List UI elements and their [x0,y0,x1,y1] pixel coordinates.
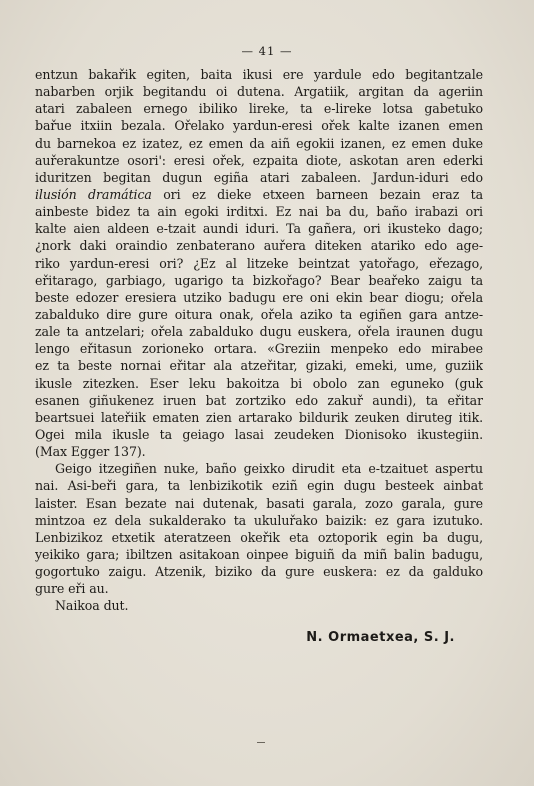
text-line: zale ta antzelari; ořela zabalduko dugu euskera, ořela iraunen dugu [35,324,483,340]
text-line: zabalduko dire gure oitura onak, ořela aziko ta egiñen gara antze- [35,306,483,322]
text-line: ilusión dramática ori ez dieke etxeen barneen bezain eraz ta [35,186,483,202]
text-line: ez ta beste nornai eřitar ala atzeřitar, gizaki, emeki, ume, guziik [35,358,483,374]
footer-mark [257,742,265,743]
text-line: gure eři au. [35,581,109,597]
text-line: esanen giñukenez iruen bat zortziko edo zakuř aundi), ta eřitar [35,392,483,408]
text-line: Lenbizikoz etxetik ateratzeen okeřik eta oztoporik egin ba dugu, [35,529,483,545]
text-line: yeikiko gara; ibiltzen asitakoan oinpee biguiñ da miñ balin badugu, [35,546,483,562]
text-line: ainbeste bidez ta ain egoki irditxi. Ez nai ba du, baño irabazi ori [35,204,483,220]
text-line: lengo eřitasun zorioneko ortara. «Greziin menpeko edo mirabee [35,341,483,357]
text-line: nabarben orjik begitandu oi dutena. Argatiik, argitan da ageriin [35,84,483,100]
text-line: bařue itxiin bezala. Ořelako yardun-eresi ořek kalte izanen emen [35,118,483,134]
page-number: — 41 — [241,44,293,58]
paragraph [35,597,483,614]
text-line: atari zabaleen ernego ibiliko lireke, ta e-lireke lotsa gabetuko [35,101,483,117]
body-text [35,66,483,615]
text-line: laister. Esan bezate nai dutenak, basati garala, zozo garala, gure [35,495,483,511]
italic-phrase: ilusión dramática [35,186,152,202]
text-line: nai. Asi-beři gara, ta lenbizikotik eziñ egin dugu besteek ainbat [35,478,483,494]
text-line: Ogei mila ikusle ta geiago lasai zeudeken Dionisoko ikustegiin. [35,426,483,442]
paragraph [35,66,483,460]
text-line: du barnekoa ez izatez, ez emen da aiñ egokii izanen, ez emen duke [35,135,483,151]
text-line: ¿nork daki oraindio zenbaterano auřera diteken atariko edo age- [35,238,483,254]
text-line: Naikoa dut. [55,598,129,614]
text-line: beartsuei lateřiik ematen zien artarako bildurik zeuken diruteg itik. [35,409,483,425]
text-line: gogortuko zaigu. Atzenik, biziko da gure euskera: ez da galduko [35,564,483,580]
text-line: mintzoa ez dela sukalderako ta ukuluřako baizik: ez gara izutuko. [35,512,483,528]
text-line: eřitarago, garbiago, ugarigo ta bizkořago? Bear beařeko zaigu ta [35,272,483,288]
text-line: ikusle zitezken. Eser leku bakoitza bi obolo zan eguneko (guk [35,375,483,391]
text-line: (Max Egger 137). [35,444,146,460]
text-line: kalte aien aldeen e-tzait aundi iduri. Ta gañera, ori ikusteko dago; [35,221,483,237]
text-line: entzun bakařik egiten, baita ikusi ere yardule edo begitantzale [35,67,483,82]
text-line: beste edozer eresiera utziko badugu ere oni ekin bear diogu; ořela [35,289,483,305]
text-line: auřerakuntze osori': eresi ořek, ezpaita diote, askotan aren ederki [35,152,483,168]
paragraph [35,460,483,597]
text-line: riko yardun-eresi ori? ¿Ez al litzeke beintzat yatořago, eřezago, [35,255,483,271]
text-line: iduritzen begitan dugun egiña atari zabaleen. Jardun-iduri edo [35,169,483,185]
author-signature: N. Ormaetxea, S. J. [306,630,455,645]
text-line: Geigo itzegiñen nuke, baño geixko dirudit eta e-tzaituet aspertu [55,461,483,477]
